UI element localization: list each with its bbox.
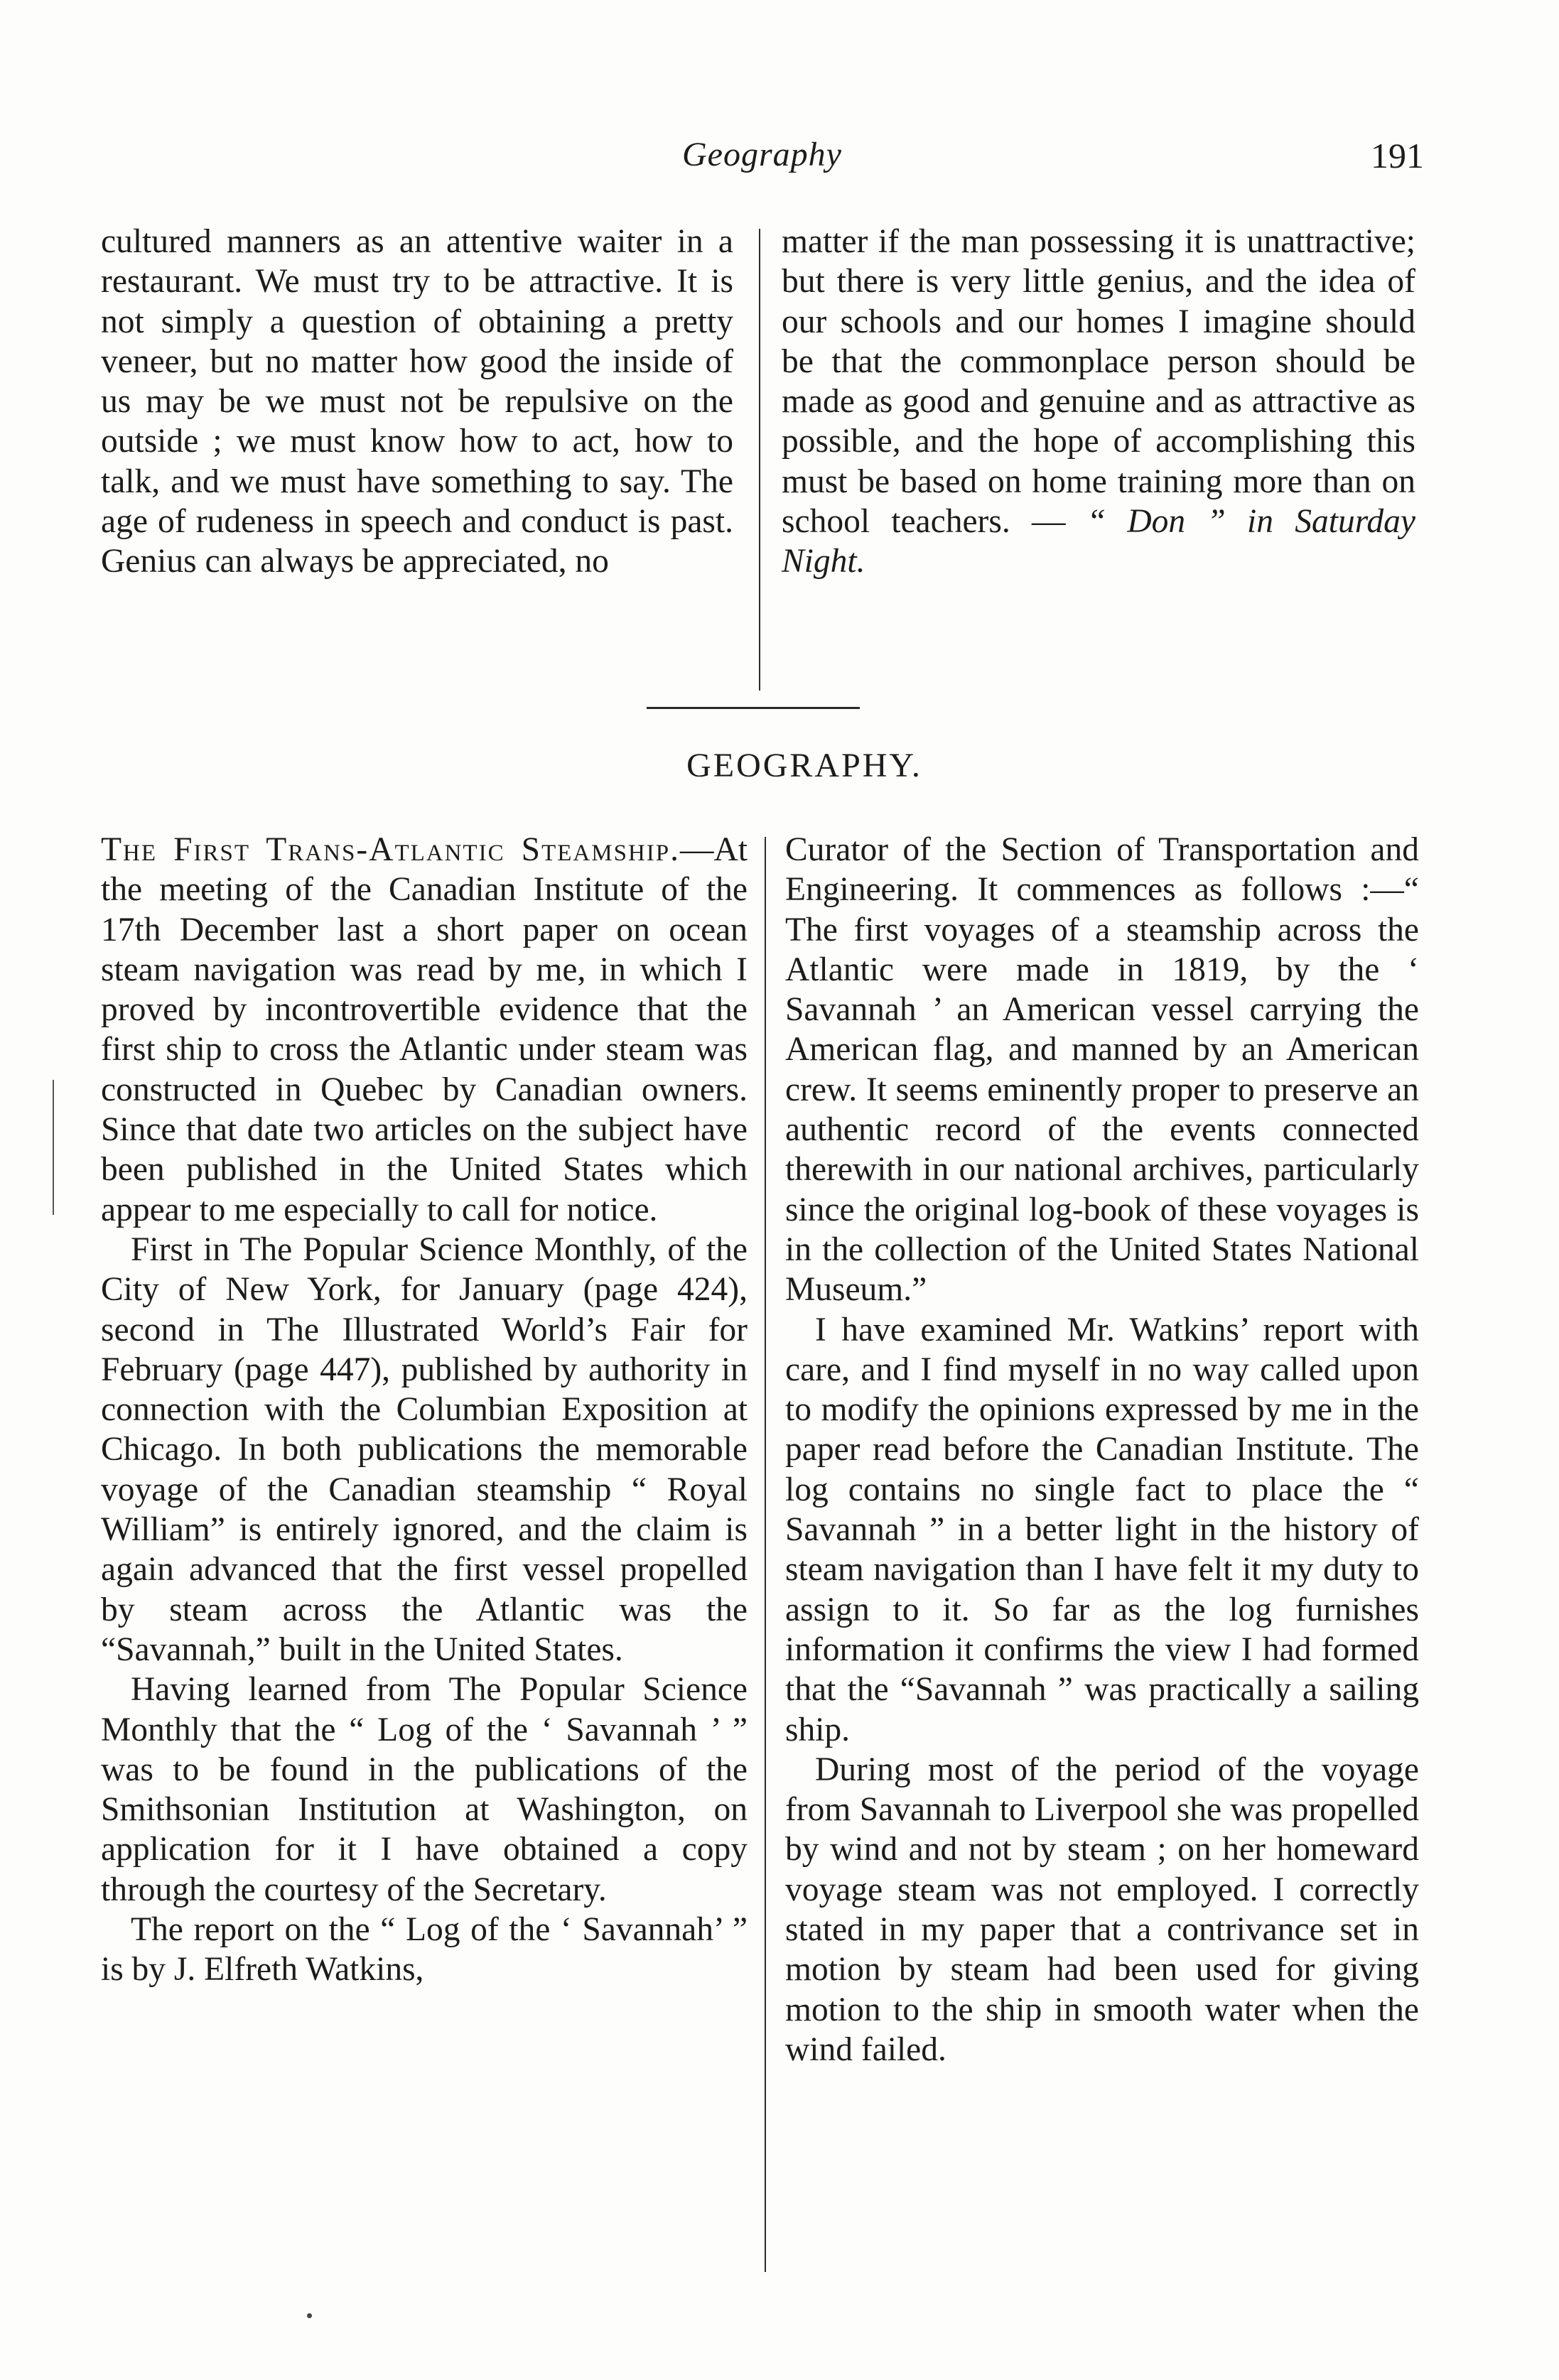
top-left-paragraph: cultured manners as an attentive waiter in a restaurant. We must try to be attractive. It is not simply a question of obtaining a pretty veneer, but no matter how good the inside of us may be we must not be repulsive on the outside ; we must know how to act, how to talk, and we must have something to say. The age of rudeness in speech and conduct is past. Genius can always be appreciated, no bbox=[101, 223, 733, 580]
margin-mark bbox=[53, 1080, 54, 1215]
top-right-text: matter if the man possessing it is unattractive; but there is very little genius, and the idea of our schools and our homes I imagine should be that the commonplace person should be made as good and genuine and as attractive as possible, and the hope of accomplishing this must be based on home training more than on school teachers. — bbox=[782, 223, 1415, 541]
article-paragraph-3: Having learned from The Popular Science Monthly that the “ Log of the ‘ Savannah ’ ” was to be found in the publications of the Smithsonian Institution at Washington, on application for it I have obtained a copy through the courtesy of the Secretary. bbox=[101, 1671, 748, 1908]
article-paragraph-6: I have examined Mr. Watkins’ report with care, and I find myself in no way called upon to modify the opinions expressed by me in the paper read before the Canadian Institute. The log contains no single fact to place the “ Savannah ” in a better light in the history of steam navigation than I have felt it my duty to assign to it. So far as the log furnishes information it confirms the view I had formed that the “Savannah ” was practically a sailing ship. bbox=[785, 1311, 1419, 1748]
column-divider-bottom bbox=[765, 837, 766, 2272]
ink-speck bbox=[307, 2313, 312, 2318]
section-divider bbox=[647, 707, 860, 709]
article-right-column bbox=[785, 830, 1419, 2070]
top-right-column bbox=[782, 222, 1415, 582]
page-number: 191 bbox=[1371, 136, 1424, 175]
article-paragraph-7: During most of the period of the voyage from Savannah to Liverpool she was propelled by wind and not by steam ; on her homeward voyage steam was not employed. I correctly stated in my paper that a contrivance set in motion by steam had been used for giving motion to the ship in smooth water when the wind failed. bbox=[785, 1751, 1419, 2068]
article-paragraph-1 bbox=[101, 830, 748, 1230]
top-right-paragraph bbox=[782, 222, 1415, 582]
top-left-column bbox=[101, 222, 733, 582]
article-paragraph-2: First in The Popular Science Monthly, of the City of New York, for January (page 424), second in The Illustrated World’s Fair for February (page 447), published by authority in connection with the Columbian Exposition at Chicago. In both publications the memorable voyage of the Canadian steamship “ Royal William” is entirely ignored, and the claim is again advanced that the first vessel propelled by steam across the Atlantic was the “Savannah,” built in the United States. bbox=[101, 1230, 748, 1668]
article-heading: The First Trans-Atlantic Steamship. bbox=[101, 831, 680, 868]
article-paragraph-1-text: —At the meeting of the Canadian Institute of the 17th December last a short paper on ocean steam navigation was read by me, in which I proved by incontrovertible evidence that the first ship to cross the Atlantic under steam was constructed in Quebec by Canadian owners. Since that date two articles on the subject have been published in the United States which appear to me especially to call for notice. bbox=[101, 831, 748, 1228]
article-paragraph-5: Curator of the Section of Transportation and Engineering. It commences as follows :—“ The first voyages of a steamship across the Atlantic were made in 1819, by the ‘ Savannah ’ an American vessel carrying the American flag, and manned by an American crew. It seems eminently proper to preserve an authentic record of the events connected therewith in our national archives, particularly since the original log-book of these voyages is in the collection of the United States National Museum.” bbox=[785, 831, 1419, 1309]
section-title: GEOGRAPHY. bbox=[686, 747, 922, 784]
running-head-title: Geography bbox=[682, 136, 842, 173]
article-left-column bbox=[101, 830, 748, 1990]
column-divider-top bbox=[759, 229, 760, 691]
source-attribution: “ Don ” in Saturday Night. bbox=[782, 503, 1415, 580]
article-paragraph-4: The report on the “ Log of the ‘ Savannah’ ” is by J. Elfreth Watkins, bbox=[101, 1911, 748, 1989]
